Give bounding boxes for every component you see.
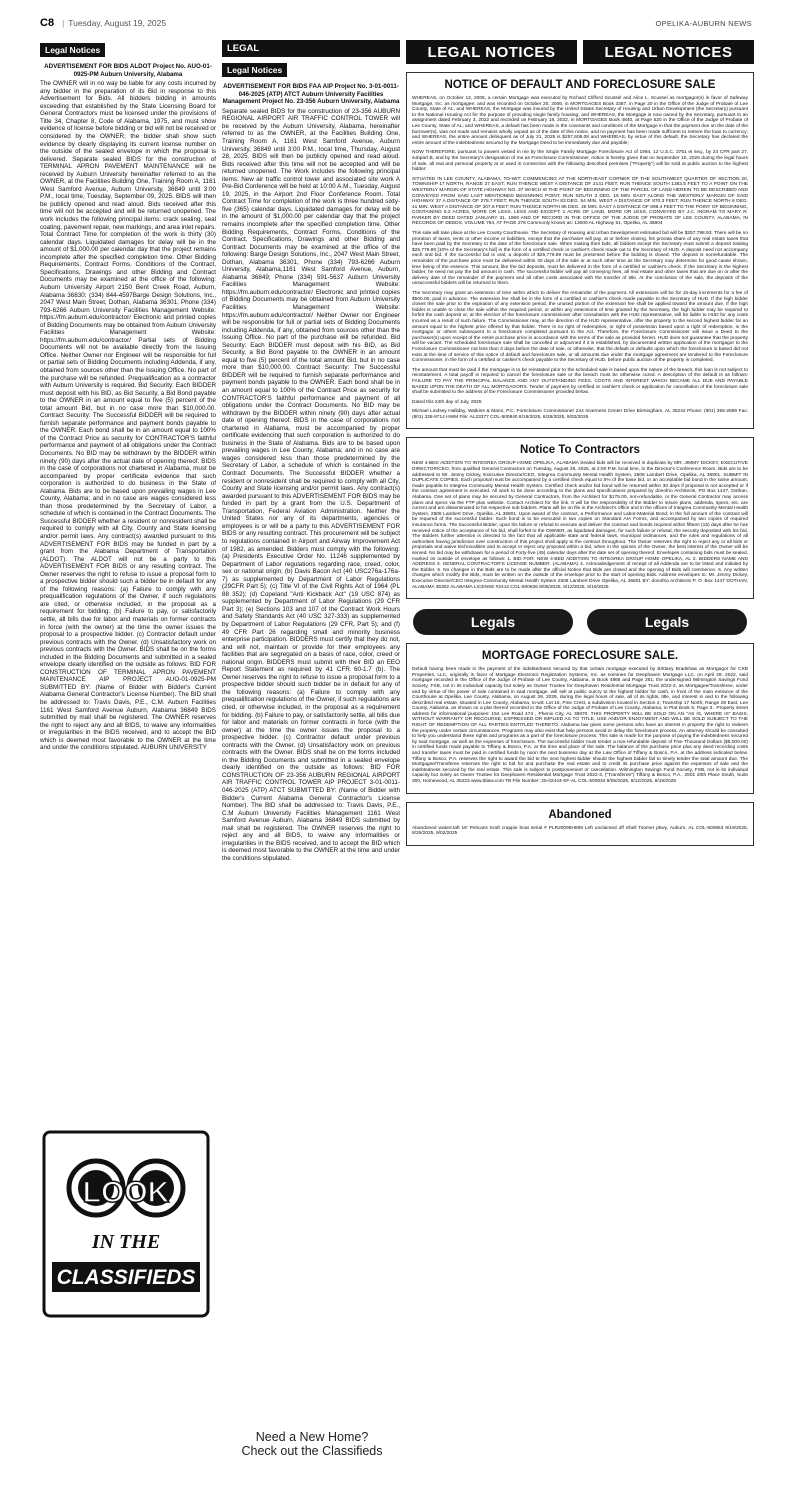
foreclosure-title: NOTICE OF DEFAULT AND FORECLOSURE SALE: [444, 79, 716, 91]
section-tag-legal: LEGAL: [222, 40, 400, 57]
notice-body: Separate sealed BIDS for the construction of 23-356 AUBURN REGIONAL AIRPORT AIR TRAFFIC CONTROL TOWER will be received by the Auburn University, Alabama, hereinafter referred to as the OWNER, at the Facilities Building One, Training Room A, 1161 West Samford Avenue, Auburn University, 36849 until 3:00 P.M., local time, Thursday, August 28, 2025. BIDS will then be publicly opened and read aloud. Bids received after this time will not be accepted and will be returned unopened. The Work includes the following principal items: New air traffic control tower and associated site work A Pre-Bid Conference will be held at 10:00 A.M., Tuesday, August 19, 2025, in the Airport 2nd Floor Conference Room. Total Contract Time for completion of the work is three hundred sixty-five (365) calendar days. Liquidated damages for delay will be in the amount of $1,000.00 per calendar day that the project remains incomplete after the specified completion time. Other Bidding Requirements, Contract Forms, Conditions of the Contract, Specifications, Drawings and other Bidding and Contract Documents may be examined at the office of the following: Barge Design Solutions, Inc., 2047 West Main Street, Dothan, Alabama 36301, Phone (334) 793-6266 Auburn University, Alabama,1161 West Samford Avenue, Auburn, Alabama 36849; Phone (334) 591-5637 Auburn University Facilities Management Website: https://fm.auburn.edu/contractor/ Electronic and printed copies of Bidding Documents may be obtained from Auburn University Facilities Management Website: https://fm.auburn.edu/contractor/ Neither Owner nor Engineer will be responsible for full or partial sets of Bidding Documents including Addenda, if any, obtained from sources other than the Issuing Office. No part of the purchase will be refunded. Bid Security: Each BIDDER must deposit with his BID, as Bid Security, a Bid Bond payable to the OWNER in an amount equal to five (5) percent of the total amount Bid, but in no case more than $10,000.00. Contract Security: The Successful BIDDER will be required to furnish separate performance and payment bonds payable to the OWNER. Each bond shall be in an amount equal to 100% of the Contract Price as security for CONTRACTOR'S faithful performance and payment of all obligations under the Contract Documents. No BID may be withdrawn by the BIDDER within ninety (90) days after actual date of opening thereof. BIDS in the case of corporations not chartered in Alabama, must be accompanied by proper certificate evidencing that such corporation is authorized to do business in the State of Alabama. Bids are to be based upon prevailing wages in Lee County, Alabama; and in no case are wages considered less than those predetermined by the Secretary of Labor, a schedule of which is contained in the Contract Documents. The Successful BIDDER whether a resident or nonresident shall be required to comply with all City, County and State licensing and/or permit laws. Any contract(s) awarded pursuant to this ADVERTISEMENT FOR BIDS may be funded in part by a grant from the U.S. Department of Transportation, Federal Aviation Administration. Neither the United States nor any of its departments, agencies or employees is or will be a party to this ADVERTISEMENT FOR BIDS or any resulting contract. This procurement will be subject to regulations contained in Airport and Airway Improvement Act of 1982, as amended. Bidders must comply with the following: (a) Presidents Executive Order No. 11246 supplemented by Department of Labor regulations regarding race, creed, color, sex or national origin; (b) Davis Bacon Act (40 USC276a-176a-7) as supplemented by Department of Labor Regulations (29CFR Part 5); (c) Title VI of the Civil Rights Act of 1964 (PL 88 352); (d) Copeland "Anti Kickback Act" (19 USC 874) as supplemented by Department of Labor Regulations (29 CFR Part 3); (e) Sections 103 and 107 of the Contract Work Hours and Safety Standards Act (40 USC 327-333) as supplemented by Department of Labor Regulations (29 CFR, Part 5); and (f) 49 CFR Part 26 regarding small and minority business enterprise participation. BIDDERS must certify that they do not, and will not, maintain or provide for their employees any facilities that are segregated on a basis of race, color, creed or national origin. BIDDERS must submit with their BID an EEO Report Statement as required by 41 CFR 60-1.7 (b). The Owner reserves the right to refuse to issue a proposal form to a prospective bidder should such bidder be in default for any of the following reasons: (a) Failure to comply with any prequalification regulations of the Owner, if such regulations are cited, or otherwise included, in the proposal as a requirement for bidding. (b) Failure to pay, or satisfactorily settle, all bills due for labor and materials on former contracts in force (with the owner) at the time the owner issues the proposal to a prospective bidder. (c) Contractor default under previous contracts with the Owner. (d) Unsatisfactory work on previous contracts with the Owner. BIDS shall be on the forms included in the Bidding Documents and submitted in a sealed envelope clearly identified on the outside as follows: BID FOR CONSTRUCTION OF 23-356 AUBURN REGIONAL AIRPORT AIR TRAFFIC CONTROL TOWER AIP PROJECT 3-01-0011-046-2025 (ATP) ATCT SUBMITTED BY: (Name of Bidder with Bidder's Current Alabama General Contractor's License Number). The BID shall be addressed to: Travis Davis, P.E., C.M Auburn University Facilities Management 1161 West Samford Avenue Auburn, Alabama 36849 BIDS submitted by mail shall be registered. The OWNER reserves the right to reject any and all BIDS, to waive any informalities or irregularities in the BIDS received, and to accept the BID which is deemed most favorable to the OWNER at the time and under the conditions stipulated.: [222, 107, 400, 862]
foreclosure-para-5: The Secretary may grant an extension of time within which to deliver the remainder of the payment. All extensions will be for 15-day increments for a fee of $500.00, paid in advance. The extension fee shall be in the form of a certified or cashier's check made payable to the Secretary of HUD. If the high bidder closes the sale prior to the expiration of any extension period, the unused portion of the extension fee shall be applied toward the amount due. If the high bidder is unable to close the sale within the required period, or within any extensions of time granted by the Secretary, the high bidder may be required to forfeit the cash deposit or, at the election of the foreclosure commissioner after consultation with the HUD representative, will be liable to HUD for any costs incurred as a result of such failure. The Commissioner may, at the direction of the HUD representative, offer the property to the second highest bidder for an amount equal to the highest price offered by that bidder. There is no right of redemption, or right of possession based upon a right of redemption, in the mortgagor or others subsequent to a foreclosure completed pursuant to the Act. Therefore, the Foreclosure Commissioner will issue a Deed to the purchaser(s) upon receipt of the entire purchase price in accordance with the terms of the sale as provided herein. HUD does not guarantee that the property will be vacant. The scheduled foreclosure sale shall be cancelled or adjourned if it is established, by documented written application of the mortgagor to the Foreclosure Commissioner not less than 3 days before the date of sale, or otherwise, that the default or defaults upon which the foreclosure is based did not exist at the time of service of this notice of default and foreclosure sale, or all amounts due under the mortgage agreement are tendered to the Foreclosure Commissioner, in the form of a certified or cashier's check payable to the Secretary of HUD, before public auction of the property is completed.: [412, 291, 748, 364]
contractors-body: NEW 4-BED ADDITION TO INTEGREA GROUP HOME OPELIKA, ALABAMA Sealed bids will be received in duplicate by MR. JIMMY DICKEY, EXECUTIVE DIRECTOR/CEO, from qualified General Contractors on Tuesday, August 26, 2025, at 2:00 P.M. local time, in the Director's Conference Room. Bids are to be addressed to Mr. Jimmy Dickey, Executive Director/CEO, Integrea Community Mental Health System, 2506 Lambert Drive, Opelika, AL 36801. SUBMIT IN DUPLICATE COPIES. Each proposal must be accompanied by a certified check equal to 5% of the base bid, or an acceptable bid bond in the same amount, made payable to Integrea Community Mental Health System. Certified check and/or bid bond will be returned within 30 days if proposal is not accepted or if the contract agreement is executed. All work to be done according to the plans and specifications prepared by donofrio Architects, PO Box 1447, Dothan, Alabama. One set of plans may be secured by General Contractors, from the Architect for $175.00, non-refundable, or the General Contractor may access plans and specs via the FTP plan website. Contact Architect for the link. It will be the responsibility of the Bidder to insure plans, addenda, specs, etc. are current and are disseminated to his respective sub bidders. Plans will be on file in the Architect's office and in the offices of Integrea Community Mental Health System, 2506 Lambert Drive, Opelika, AL 36801. Upon award of the contract, a Performance and Labor-Material Bond, in the full amount of the contract will be required of the successful bidder. Such bond is to be executed in two copies on Standard AIA Forms, and accompanied by two copies of required insurance forms. The Successful Bidder, upon his failure or refusal to execute and deliver the contract and bonds required within fifteen (15) days after he has received notice of the acceptance of his bid, shall forfeit to the OWNER, as liquidated damages, for such failure or refusal, the security deposited with his bid. The Bidders further attention is directed to the fact that all applicable state and federal laws, municipal ordinances, and the rules and regulations of all authorities having jurisdiction over construction of this project shall apply to the contract throughout. The Owner reserves the right to reject any or all bids or proposals and waive technicalities and to accept or reject any proposal within a bid, when in the opinion of the Owner, the best interest of the Owner will be served. No bid may be withdrawn for a period of Forty-five (45) calendar days after the date set of opening thereof. Envelopes containing bids must be sealed, marked on outside of envelope as follows: 1. BID FOR: NEW 4-BED ADDITION TO INTEGREA GROUP HOME OPELIKA, AL 2. BIDDERS NAME AND ADDRESS 3. GENERAL CONTRACTOR'S LICENSE NUMBER. (ALABAMA) 4. Acknowledgement of receipt of all Addenda are to be listed and initialed by the Bidder. 5. No changes in the Bids are to be made after the official Notice that Bids are closed and the opening of Bids will commence. 6. Any written changes which modify the Bids, must be written on the outside of the envelope prior to the start of opening Bids. Address envelopes to: Mr. Jimmy Dickey, Executive Director/CEO Integrea Community Mental Health System 2506 Lambert Drive Opelika, AL 36801 BY: donofrio Architects P. O. Box 1447 DOTHAN, ALABAMA 36302 ALABAMA LICENSE #2412 COL-500836 8/05/2025, 8/12/2025, 8/19/2025: [412, 461, 748, 590]
masthead: [40, 14, 752, 32]
promo-line-1: Need a New Home?: [255, 1430, 369, 1444]
foreclosure-para-4: This sale will take place at the Lee County Courthouse. The Secretary of Housing and Urban Development estimated bid will be $257,798.93. There will be no proration of taxes, rents or other income or liabilities, except that the purchaser will pay, at or before closing, his prorata share of any real estate taxes that have been paid by the Secretary to the date of the foreclosure sale. When making their bids, all bidders except the Secretary must submit a deposit totaling $25,779.89 [10% of the Secretary's bid] in the form of a certified check or cashier's check made out to the Secretary of HUD. A deposit need not accompany each oral bid. If the successful bid is oral, a deposit of $25,779.89 must be presented before the bidding is closed. The deposit is nonrefundable. The remainder of the purchase price must be delivered within 30 days of the sale or at such other time as the Secretary may determine for good cause shown, time being of the essence. This amount, like the bid deposits, must be delivered in the form of a certified or cashier's check. If the Secretary is the highest bidder, he need not pay the bid amount in cash. The successful bidder will pay all conveying fees, all real estate and other taxes that are due on or after the delivery date of the remainder of the payment and all other costs associated with the transfer of title. At the conclusion of the sale, the deposits of the unsuccessful bidders will be returned to them.: [412, 231, 748, 287]
newspaper-name: OPELIKA-AUBURN NEWS: [655, 18, 752, 28]
banner-right: LEGAL NOTICES: [583, 40, 754, 64]
masthead-separator: |: [62, 18, 65, 28]
logo-word-look: LOOK: [82, 1176, 170, 1209]
foreclosure-para-1: WHEREAS, on October 12, 2006, a certain Mortgage was executed by Richard Clifford Scussel and Alice L. Scussel as mortgagor(s) in favor of Safeway Mortgage, Inc. as mortgagee; and was recorded on October 20, 2006, in MORTGAGES Book 3387, in Page 20 in the Office of the Judge of Probate of Lee County, State of AL; and WHEREAS, the Mortgage was insured by the United States Secretary of Housing and Urban Development (the Secretary) pursuant to the National Housing Act for the purpose of providing single family housing; and WHEREAS, the Mortgage is now owned by the Secretary, pursuant to an assignment dated February 3, 2022 and recorded on February 18, 2022, in MORTGAGES Book 4840, at Page 520 in the Office of the Judge of Probate of Lee County, State of AL; and WHEREAS, a default has been made in the covenants and conditions of the Mortgage in that the payment due on the date of the borrower(s), was not made and remains wholly unpaid as of the date of this notice, and no payment has been made sufficient to restore the loan to currency; and WHEREAS, the entire amount delinquent as of July 21, 2025 is $257,608.08 and WHEREAS, by virtue of this default, the Secretary has declared the entire amount of the indebtedness secured by the Mortgage Deed to be immediately due and payable;: [412, 96, 748, 146]
mortgage-foreclosure-notice: [406, 643, 754, 793]
foreclosure-dated: Dated this 24th day of July, 2025: [412, 399, 482, 405]
notice-header: ADVERTISEMENT FOR BIDS FAA AIP Project No. 3-01-0011-046-2025 (ATP) ATCT Auburn University Facilities Management Project No. 23-356 Auburn University, Alabama: [222, 83, 400, 106]
abandoned-title: Abandoned: [548, 808, 612, 821]
page-number: C8: [40, 17, 55, 29]
section-tag: Legal Notices: [222, 63, 287, 77]
classifieds-promo: [226, 1430, 398, 1458]
logo-word-in-the: IN THE: [91, 1231, 161, 1253]
section-tag: Legal Notices: [40, 43, 105, 57]
legal-notices-banner: [406, 40, 754, 64]
banner-left: LEGAL NOTICES: [406, 40, 577, 64]
notice-body: The OWNER will in no way be liable for any costs incurred by any bidder in the preparation of its Bid in response to this Advertisement for Bids. All bidders bidding in amounts exceeding that established by the State Licensing Board for General Contractors must be licensed under the provisions of Title 34, Chapter 8, Code of Alabama, 1975, and must show evidence of license before bidding or bid will not be received or considered by the OWNER; the bidder shall show such evidence by clearly displaying its current license number on the outside of the sealed envelope in which the proposal is delivered. Separate sealed BIDS for the construction of TERMINAL APRON PAVEMENT MAINTENANCE will be received by Auburn University hereinafter referred to as the OWNER, at the Facilities Building One, Training Room A, 1161 West Samford Avenue, Auburn University, 36849 until 3:00 P.M., local time, Tuesday, September 09, 2025. BIDS will then be publicly opened and read aloud. Bids received after this time will not be accepted and will be returned unopened. The work includes the following principal items: crack sealing, seal coating, pavement repair, new markings, and area inlet repairs. Total Contract Time for completion of the work is thirty (30) calendar days. Liquidated damages for delay will be in the amount of $1,000.00 per calendar day that the project remains incomplete after the specified completion time. Other Bidding Requirements, Contract Forms, Conditions of the Contract, Specifications, Drawings and other Bidding and Contract Documents may be examined at the office of the following: Auburn University Airport 2150 Bent Creek Road, Auburn, Alabama 36830; (334) 844-4597Barge Design Solutions, Inc., 2047 West Main Street, Dothan, Alabama 36301, Phone (334) 793-6266 Auburn University Facilities Management Website: https://fm.auburn.edu/contractor/ Electronic and printed copies of Bidding Documents may be obtained from Auburn University Facilities Management Website: https://fm.auburn.edu/contractor/ Partial sets of Bidding Documents will not be available directly from the Issuing Office. Neither Owner nor Engineer will be responsible for full or partial sets of Bidding Documents including Addenda, if any, obtained from sources other than the Issuing Office. No part of the purchase will be refunded. Prequalification as a contractor with Auburn University is required. Bid Security: Each BIDDER must deposit with his BID, as Bid Security, a Bid Bond payable to the OWNER in an amount equal to five (5) percent of the total amount Bid, but in no case more than $10,000.00. Contract Security: The Successful BIDDER will be required to furnish separate performance and payment bonds payable to the OWNER. Each bond shall be in an amount equal to 100% of the Contract Price as security for CONTRACTOR'S faithful performance and payment of all obligations under the Contract Documents. No BID may be withdrawn by the BIDDER within ninety (90) days after the actual date of opening thereof. BIDS in the case of corporations not chartered in Alabama, must be accompanied by proper certificate evidence that such corporation is authorized to do business in the State of Alabama. Bids are to be based upon prevailing wages in Lee County, Alabama; and in no case are wages considered less than those predetermined by the Secretary of Labor, a schedule of which is contained in the Contract Documents. The Successful BIDDER whether a resident or nonresident shall be required to comply with all City, County and State licensing and/or permit laws. Any contract(s) awarded pursuant to this ADVERTISEMENT FOR BIDS may be funded in part by a grant from the Alabama Department of Transportation (ALDOT). The ALDOT will not be a party to this ADVERTISEMENT FOR BIDS or any resulting contract. The Owner reserves the right to refuse to issue a proposal form to a prospective bidder should such a bidder be in default for any of the following reasons: (a) Failure to comply with any prequalification regulations of the Owner, if such regulations are cited, or otherwise included, in the proposal as a requirement for bidding. (b) Failure to pay, or satisfactorily settle, all bills due for labor and materials on former contracts in force (with the owner) at the time the owner issues the proposal to a prospective bidder. (c) Contractor default under previous contracts with the Owner. (d) Unsatisfactory work on previous contracts with the Owner. BIDS shall be on the forms included in the Bidding Documents and submitted in a sealed envelope clearly identified on the outside as follows: BID FOR CONSTRUCTION OF TERMINAL APRON PAVEMENT MAINTENANCE AIP PROJECT AUO-01-0925-PM SUBMITTED BY: (Name of Bidder with Bidder's Current Alabama General Contractor's License Number). The BID shall be addressed to: Travis Davis, P.E., C.M. Auburn Facilities 1161 West Samford Avenue Auburn, Alabama 36849 BIDS submitted by mail shall be registered. The OWNER reserves the right to reject any and all BIDS, to waive any informalities or irregularities in the BIDS received, and to accept the BID which is deemed most favorable to the OWNER at the time and under the conditions stipulated. AUBURN UNIVERSITY: [40, 80, 216, 752]
mortgage-title: MORTGAGE FORECLOSURE SALE.: [481, 650, 679, 663]
legal-notices-right-section: [406, 40, 754, 1480]
logo-word-classifieds: CLASSIFIEDS: [56, 1266, 196, 1289]
foreclosure-notice: [406, 72, 754, 429]
issue-date: Tuesday, August 19, 2025: [68, 18, 167, 28]
notice-header: ADVERTISEMENT FOR BIDS ALDOT Project No. AUO-01-0925-PM Auburn University, Alabama: [44, 63, 212, 78]
foreclosure-para-2: NOW THEREFORE, pursuant to powers vested in me by the Single Family Mortgage Foreclosure Act of 1994, 12 U.S.C. 3751 et seq., by 24 CFR part 27, subpart B, and by the Secretary's designation of me as Foreclosure Commissioner, notice is hereby given that on September 10, 2025 during the legal hours of sale, all real and personal property at or used in connection with the following described premises ("Property") will be sold at public auction to the highest bidder:: [412, 150, 748, 173]
foreclosure-para-6: The amount that must be paid if the mortgage is to be reinstated prior to the scheduled sale is based upon the nature of the breach, this loan is not subject to reinstatement. A total payoff is required to cancel the foreclosure sale or the breach must be otherwise cured. A description of the default is as follows: FAILURE TO PAY THE PRINCIPAL BALANCE AND ANY OUTSTANDING FEES, COSTS AND INTEREST WHICH BECAME ALL DUE AND PAYABLE BASED UPON THE DEATH OF ALL MORTGAGORS. Tender of payment by certified or cashier's check or application for cancellation of the foreclosure sale shall be submitted to the address of the Foreclosure Commissioner provided below.: [412, 367, 748, 396]
look-in-the-classifieds-logo: [42, 1130, 210, 1318]
mortgage-body: Default having been made in the payment of the indebtedness secured by that certain mortgage executed by Brittany Bradshaw as Mortgagor for CKB Properties, LLC, originally in favor of Mortgage Electronic Registration Systems, Inc. as nominee for Deephaven Mortgage LLC, on April 29, 2022, said mortgage recorded in the Office of the Judge of Probate of Lee County, Alabama, in Book 4866 and Page 261; the undersigned Wilmington Savings Fund Society, FSB, not in its individual capacity but solely as Owner Trustee for Deephaven Residential Mortgage Trust 2022-3, as Mortgagee/Transferee, under and by virtue of the power of sale contained in said mortgage, will sell at public outcry to the highest bidder for cash, in front of the main entrance of the Courthouse at Opelika, Lee County, Alabama, on August 28, 2025, during the legal hours of sale, all of its rights, title, and interest in and to the following described real estate, situated in Lee County, Alabama, to-wit: Lot 16, Pine Crest, a subdivision located in Section 2, Township 17 North, Range 29 East, Lee County, Alabama, as shown on a plat thereof recorded in the Office of the Judge of Probate of Lee County, Alabama, in Plat Book 8, Page 3.. Property street address for informational purposes: 154 Lee Road 474 , Phenix City, AL 36870. THIS PROPERTY WILL BE SOLD ON AN "AS IS, WHERE IS" BASIS, WITHOUT WARRANTY OR RECOURSE, EXPRESSED OR IMPLIED AS TO TITLE, USE AND/OR ENJOYMENT AND WILL BE SOLD SUBJECT TO THE RIGHT OF REDEMPTION OF ALL PARTIES ENTITLED THERETO. Alabama law gives some persons who have an interest in property the right to redeem the property under certain circumstances. Programs may also exist that help persons avoid or delay the foreclosure process. An attorney should be consulted to help you understand these rights and programs as a part of the foreclosure process. This sale is made for the purpose of paying the indebtedness secured by said mortgage, as well as the expenses of foreclosure. The successful bidder must tender a non-refundable deposit of Five Thousand Dollars ($5,000.00) in certified funds made payable to Tiffany & Bosco, P.A. at the time and place of the sale. The balance of the purchase price plus any deed recording costs and transfer taxes must be paid in certified funds by noon the next business day at the Law Office of Tiffany & Bosco, P.A. at the address indicated below. Tiffany & Bosco, P.A. reserves the right to award the bid to the next highest bidder should the highest bidder fail to timely tender the total amount due. The Mortgagee/Transferee reserves the right to bid for and purchase the real estate and to credit its purchase price against the expenses of sale and the indebtedness secured by the real estate. This sale is subject to postponement or cancellation. Wilmington Savings Fund Society, FSB, not in its individual capacity but solely as Owner Trustee for Deephaven Residential Mortgage Trust 2022-3, ("Transferee") Tiffany & Bosco, P.A., 2501 20th Place South, Suite 300, Homewood, AL 35223 www.tblaw.com TB File Number: 25-02443-SF-AL COL-500834 8/05/2025, 8/12/2025, 8/19/2025: [412, 667, 748, 784]
legals-pill-left: Legals: [413, 609, 573, 635]
promo-line-2: Check out the Classifieds: [241, 1444, 383, 1458]
legals-pill-row: [406, 609, 754, 635]
abandoned-notice: [406, 802, 754, 846]
foreclosure-legal-description: SITUATED IN LEE COUNTY, ALABAMA, TO-WIT: COMMENCING AT THE NORTHEAST CORNER OF THE SOUTHWEST QUARTER OF SECTION 20, TOWNSHIP 17 NORTH, RANGE 27 EAST; RUN THENCE WEST A DISTANCE OF 2141 FEET; RUN THENCE SOUTH 1383.5 FEET TO A POINT ON THE WESTERLY MARGIN OF STATE HIGHWAY NO. 37 WHICH IS THE POINT OF BEGINNING OF THE PARCEL OF LAND HEREIN TO BE DESCRIBED AND CONVEYED FROM SAID LAST MENTIONED BEGINNING POINT, RUN SOUTH 3 DEG. 15 MIN. EAST ALONG THE WESTERLY MARGIN OF SAID HIGHWAY 37 A DISTANCE OF 278.7 FEET; RUN THENCE SOUTH 83 DEG. 54 MIN. WEST A DISTANCE OF 870.3 FEET; RUN THENCE NORTH 8 DEG. 41 MIN. WEST A DISTANCE OF 307.6 FEET; RUN THENCE NORTH 85 DEG. 45 MIN. EAST A DISTANCE OF 898.4 FEET TO THE POINT OF BEGINNING, CONTAINING 5.2 ACRES, MORE OR LESS. LESS AND EXCEPT: 1 ACRE OF LAND, MORE OR LESS, CONVEYED BY J.C. INGRAM TO MARY R. PARKER BY DEED DATED JANUARY 31, 1969 AND OF RECORD IN THE OFFICE OF THE JUDGE OF PROBATE OF LEE COUNTY, ALABAMA, IN RECORDS OF DEEDS, VOLUME 764, AT PAGE 276 Commonly known as: 13000 AL Highway 51, Opelika, AL 36804: [412, 176, 748, 227]
contractors-title: Notice To Contractors: [520, 444, 640, 457]
legal-notice-column-faa: [222, 40, 400, 1480]
legals-pill-right: Legals: [587, 609, 747, 635]
abandoned-body: Abandoned watercraft 16' Pelicans Kraft crappie boat serial # PLR20098H899 Left unclaimed off Shell Toomer pkwy, Auburn, AL COL-500853 8/19/2025, 8/26/2025, 9/02/2025: [412, 825, 748, 837]
foreclosure-signature: Michael Lindsey Halliday, Watkins & Mann, P.C. Foreclosure Commissioner 244 Inverness Center Drive Birmingham, AL 35242 Phone: (801) 355-2886 Fax: (801) 328-9714 HWM File: AL23377 COL-500840 8/19/2025, 8/26/2025, 9/02/2025: [412, 409, 748, 420]
contractors-notice: [406, 437, 754, 599]
